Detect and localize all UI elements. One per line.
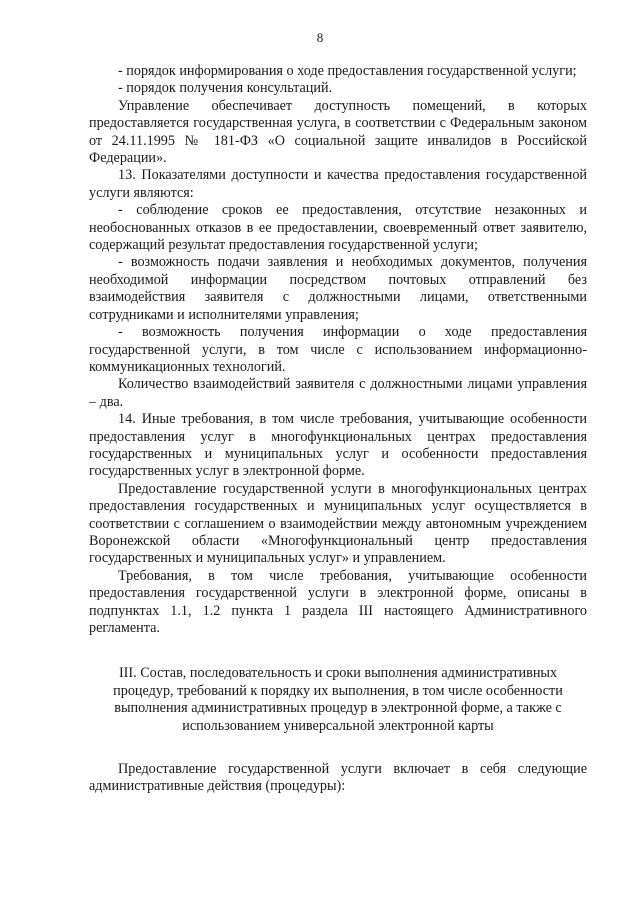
paragraph: 13. Показателями доступности и качества предоставления государственной услуги являются: <box>89 167 587 201</box>
page-number: 8 <box>316 30 324 45</box>
paragraph: - возможность получения информации о ходе предоставления государственной услуги, в том числе с использованием информационно-коммуникационных технологий. <box>89 324 587 375</box>
paragraph: Количество взаимодействий заявителя с должностными лицами управления – два. <box>89 376 587 410</box>
paragraph: 14. Иные требования, в том числе требования, учитывающие особенности предоставления услуг в многофункциональных центрах предоставления государственных и муниципальных услуг и особенности предоставления государственных услуг в электронной форме. <box>89 411 587 480</box>
paragraph: - соблюдение сроков ее предоставления, отсутствие незаконных и необоснованных отказов в ее предоставлении, своевременный ответ заявителю, содержащий результат предоставления государственной услуги; <box>89 202 587 254</box>
paragraph: - порядок информирования о ходе предоставления государственной услуги; <box>118 63 577 79</box>
paragraph: Требования, в том числе требования, учитывающие особенности предоставления государственной услуги в электронной форме, описаны в подпунктах 1.1, 1.2 пункта 1 раздела III настоящего Административного регламента. <box>89 567 587 636</box>
paragraph: Управление обеспечивает доступность помещений, в которых предоставляется государственная услуга, в соответствии с Федеральным законом от 24.11.1995 № 181-ФЗ «О социальной защите инвалидов в Российской Федерации». <box>89 97 587 167</box>
section-title: III. Состав, последовательность и сроки выполнения административных процедур, требований к порядку их выполнения, в том числе особенности выполнения административных процедур в электронной форме, а также с использованием универсальной электронной карты <box>113 665 563 734</box>
paragraph: - возможность подачи заявления и необходимых документов, получения необходимой информации посредством почтовых отправлений без взаимодействия заявителя с должностными лицами, ответственными сотрудниками и исполнителями управления; <box>89 254 587 323</box>
paragraph: Предоставление государственной услуги в многофункциональных центрах предоставления государственных и муниципальных услуг осуществляется в соответствии с соглашением о взаимодействии между автономным учреждением Воронежской области «Многофункциональный центр предоставления государственных и муниципальных услуг» и управлением. <box>89 480 587 567</box>
document-body <box>89 63 587 796</box>
paragraph: - порядок получения консультаций. <box>118 80 333 97</box>
paragraph: Предоставление государственной услуги включает в себя следующие административные действия (процедуры): <box>89 761 587 795</box>
